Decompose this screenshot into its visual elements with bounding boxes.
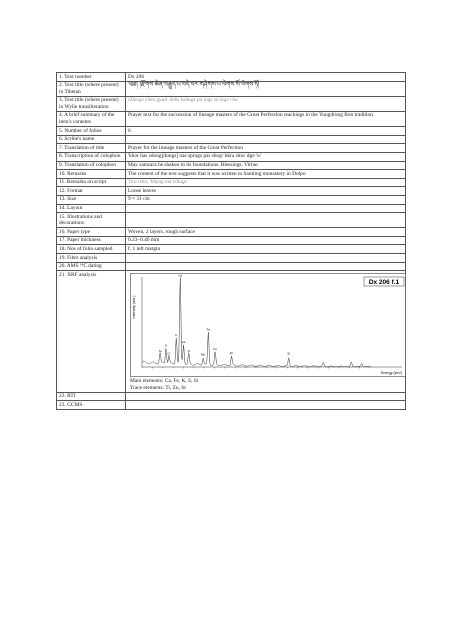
peak-label: Ti bbox=[187, 348, 190, 353]
peak-label: Sr bbox=[287, 351, 291, 356]
table-row bbox=[57, 245, 406, 254]
main-elements: Main elements: Ca, Fe, K, S, Si bbox=[130, 377, 199, 384]
table-row bbox=[57, 152, 406, 161]
row-value: 9 × 31 cm bbox=[126, 195, 406, 204]
row-label: 11. Remarks on script bbox=[57, 178, 126, 187]
table-row bbox=[57, 127, 406, 136]
row-label: 8. Transcription of colophon bbox=[57, 152, 126, 161]
row-label: 10. Remarks bbox=[57, 170, 126, 179]
row-label: 18. Nos of folio sampled bbox=[57, 245, 126, 254]
table-row bbox=[57, 178, 406, 187]
peak-label: Fe bbox=[213, 346, 217, 351]
row-value bbox=[126, 254, 406, 263]
table-row bbox=[57, 213, 406, 228]
peak-label: K bbox=[175, 332, 178, 337]
row-value: 6 bbox=[126, 127, 406, 136]
table-row bbox=[57, 187, 406, 196]
row-value bbox=[126, 213, 406, 228]
table-row bbox=[57, 236, 406, 245]
row-value: Loose leaves bbox=[126, 187, 406, 196]
peak-label: Si bbox=[158, 348, 162, 353]
row-label: 7. Translation of title bbox=[57, 144, 126, 153]
row-value: The content of the text suggests that it was written in Samling monastery in Dolpo bbox=[126, 170, 406, 179]
table-row bbox=[57, 144, 406, 153]
row-label: 16. Paper type bbox=[57, 228, 126, 237]
row-label: 4. A brief summary of the item's contents bbox=[57, 111, 126, 126]
row-label: 3. Text title (where present) in Wylie transliteration bbox=[57, 96, 126, 111]
peak-label: Fe bbox=[206, 327, 211, 332]
row-label: 14. Layout bbox=[57, 204, 126, 213]
peak-label: Ca bbox=[178, 273, 183, 278]
row-value: May samsara be shaken to its foundations. Blessings. Virtue. bbox=[126, 161, 406, 170]
peak-label: S bbox=[164, 343, 167, 348]
plot-frame bbox=[131, 273, 406, 376]
row-value: 'bru tsha, 'khyug ma tshugs bbox=[126, 178, 406, 187]
xrf-chart bbox=[130, 273, 406, 377]
table-row bbox=[57, 111, 406, 126]
table-row bbox=[57, 392, 406, 401]
row-label: 19. Fibre analysis bbox=[57, 254, 126, 263]
row-label: 2. Text title (where present) in Tibetan bbox=[57, 81, 126, 96]
table-row bbox=[57, 135, 406, 144]
row-label: 15. Illustrations and decorations bbox=[57, 213, 126, 228]
peak-label: Ca bbox=[181, 339, 186, 344]
row-value: Prayer text for the succession of lineage masters of the Great Perfection teachings in the Yungdrung Bon tradition. bbox=[126, 111, 406, 126]
xrf-spectrum bbox=[130, 273, 406, 377]
row-value: Prayer for the lineage masters of the Great Perfection bbox=[126, 144, 406, 153]
row-label: 5. Number of folios bbox=[57, 127, 126, 136]
row-label: 22. RTI bbox=[57, 392, 126, 401]
row-value: f. 1 left margin bbox=[126, 245, 406, 254]
table-row bbox=[57, 262, 406, 271]
table-row bbox=[57, 228, 406, 237]
record-table bbox=[56, 72, 406, 410]
peak-label: Zn bbox=[229, 350, 234, 355]
row-value: rDzogs chen gyud 'debs bzhugs pa legs so legs+ho' bbox=[126, 96, 406, 111]
x-axis-label: Energy (keV) bbox=[381, 370, 402, 375]
table-row bbox=[57, 401, 406, 410]
row-label: 1. Text number bbox=[57, 73, 126, 82]
table-row bbox=[57, 96, 406, 111]
row-value bbox=[126, 401, 406, 410]
table-row bbox=[57, 254, 406, 263]
row-label: 12. Format bbox=[57, 187, 126, 196]
row-value: 0.23–0.40 mm bbox=[126, 236, 406, 245]
row-value: ༄༅། །རྫོགས་ཆེན་བརྒྱུད་པ་བདེ་བར་གཤེགས་པ་ལེགས་སོ་ལེགས་ཧོ། bbox=[126, 81, 406, 96]
row-label: 17. Paper thickness bbox=[57, 236, 126, 245]
row-label: 21. XRF analysis bbox=[57, 271, 126, 393]
xrf-cell bbox=[126, 271, 406, 393]
table-row bbox=[57, 81, 406, 96]
table-row bbox=[57, 161, 406, 170]
table-row bbox=[57, 204, 406, 213]
y-axis-label: Intensity (arb.) bbox=[132, 295, 136, 319]
peak-label: Cl bbox=[167, 351, 171, 356]
row-value bbox=[126, 135, 406, 144]
row-label: 23. GCMS bbox=[57, 401, 126, 410]
peak-label: Mn bbox=[201, 352, 206, 357]
table-row bbox=[57, 73, 406, 82]
chart-title: Dx 206 f.1 bbox=[368, 278, 400, 286]
row-value bbox=[126, 392, 406, 401]
row-value bbox=[126, 262, 406, 271]
row-value: Dx 206 bbox=[126, 73, 406, 82]
table-row bbox=[57, 271, 406, 393]
row-label: 6. Scribe's name bbox=[57, 135, 126, 144]
row-label: 9. Translation of colophon bbox=[57, 161, 126, 170]
row-label: 20. AMS ¹⁴C dating bbox=[57, 262, 126, 271]
row-value bbox=[126, 204, 406, 213]
table-row bbox=[57, 170, 406, 179]
row-value: Woven, 2 layers, rough surface bbox=[126, 228, 406, 237]
trace-elements: Trace elements: Ti, Zn, Sr bbox=[130, 384, 187, 391]
table-row bbox=[57, 195, 406, 204]
row-value: 'khor bas sdong[dongs] nas sprugs par shog/ bkra shis/ dge 'o/ bbox=[126, 152, 406, 161]
row-label: 13. Size bbox=[57, 195, 126, 204]
